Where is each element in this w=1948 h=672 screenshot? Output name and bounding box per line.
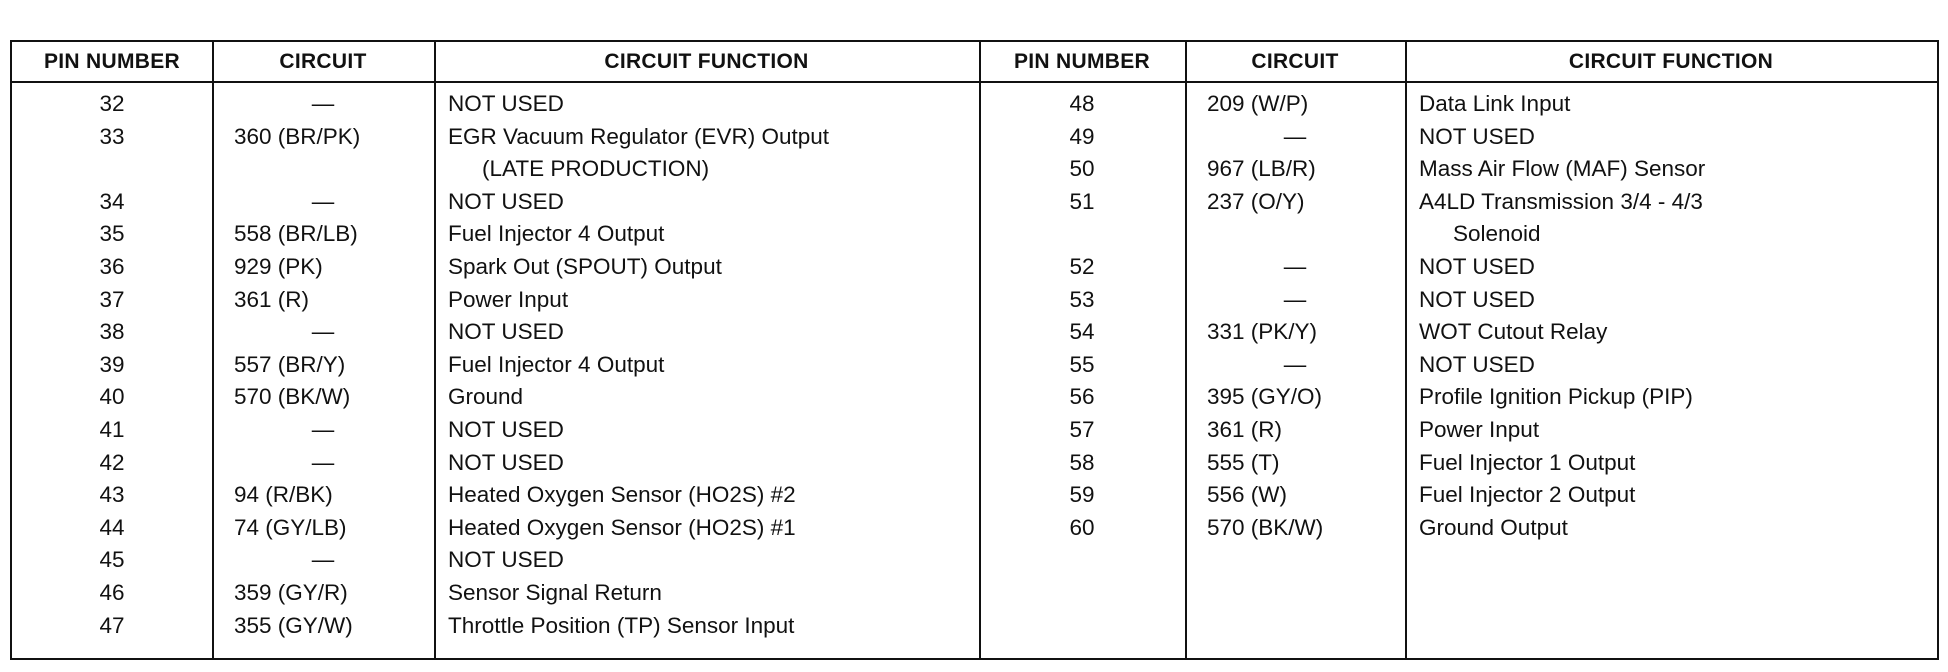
- function-cell: NOT USED: [448, 91, 564, 116]
- circuit-cell: —: [311, 188, 335, 214]
- pin-cell: 33: [99, 123, 125, 149]
- pin-cell: 32: [99, 91, 125, 116]
- pin-cell: 48: [1069, 91, 1095, 116]
- function-cell: NOT USED: [448, 416, 564, 442]
- circuit-cell: 361 (R): [234, 286, 310, 312]
- pin-cell: 41: [99, 416, 125, 442]
- function-cell: Throttle Position (TP) Sensor Input: [448, 612, 795, 638]
- pin-cell: 47: [99, 612, 125, 638]
- circuit-cell: 355 (GY/W): [234, 612, 353, 638]
- circuit-cell: —: [311, 319, 335, 345]
- function-cell: Ground: [448, 384, 524, 410]
- function-cell: NOT USED: [1419, 286, 1535, 312]
- pin-cell: 54: [1069, 319, 1095, 345]
- header-circuit-function-left: CIRCUIT FUNCTION: [434, 42, 979, 83]
- function-cell: (LATE PRODUCTION): [482, 156, 710, 182]
- function-cell: Power Input: [1419, 416, 1540, 442]
- pin-table: [10, 40, 1939, 660]
- pin-cell: 55: [1069, 351, 1095, 377]
- pin-cell: 52: [1069, 253, 1095, 279]
- circuit-cell: —: [311, 547, 335, 573]
- function-cell: A4LD Transmission 3/4 - 4/3: [1419, 188, 1703, 214]
- pin-cell: 44: [99, 514, 125, 540]
- circuit-cell: 237 (O/Y): [1207, 188, 1305, 214]
- pin-cell: 36: [99, 253, 125, 279]
- function-cell: NOT USED: [1419, 123, 1535, 149]
- circuit-cell: 570 (BK/W): [234, 384, 351, 410]
- pin-cell: [12, 153, 212, 186]
- pin-cell: [979, 218, 1185, 251]
- left-circuit-column: [212, 88, 434, 642]
- function-cell: Solenoid: [1453, 221, 1541, 247]
- circuit-cell: 360 (BR/PK): [234, 123, 361, 149]
- circuit-cell: 361 (R): [1207, 416, 1283, 442]
- header-circuit-function-right: CIRCUIT FUNCTION: [1405, 42, 1937, 83]
- function-cell: NOT USED: [448, 188, 564, 214]
- function-cell: Power Input: [448, 286, 569, 312]
- circuit-cell: [212, 153, 434, 186]
- function-cell: WOT Cutout Relay: [1419, 319, 1608, 345]
- left-function-column: [434, 88, 979, 642]
- function-cell: Spark Out (SPOUT) Output: [448, 253, 722, 279]
- pin-cell: 56: [1069, 384, 1095, 410]
- pin-cell: 50: [1069, 156, 1095, 182]
- circuit-cell: 556 (W): [1207, 482, 1288, 508]
- function-cell: Mass Air Flow (MAF) Sensor: [1419, 156, 1706, 182]
- pin-cell: 45: [99, 547, 125, 573]
- right-pin-column: [979, 88, 1185, 544]
- circuit-cell: 395 (GY/O): [1207, 384, 1323, 410]
- pin-cell: 38: [99, 319, 125, 345]
- circuit-cell: [1185, 218, 1405, 251]
- circuit-cell: 570 (BK/W): [1207, 514, 1324, 540]
- circuit-cell: 558 (BR/LB): [234, 221, 358, 247]
- pin-cell: 43: [99, 482, 125, 508]
- circuit-cell: —: [1283, 351, 1307, 377]
- circuit-cell: —: [311, 91, 335, 116]
- left-pin-column: [12, 88, 212, 642]
- function-cell: NOT USED: [1419, 351, 1535, 377]
- function-cell: Fuel Injector 1 Output: [1419, 449, 1636, 475]
- function-cell: NOT USED: [448, 319, 564, 345]
- pin-cell: 34: [99, 188, 125, 214]
- function-cell: Heated Oxygen Sensor (HO2S) #1: [448, 514, 796, 540]
- pin-cell: 53: [1069, 286, 1095, 312]
- pin-cell: 58: [1069, 449, 1095, 475]
- function-cell: Profile Ignition Pickup (PIP): [1419, 384, 1693, 410]
- function-cell: Sensor Signal Return: [448, 579, 662, 605]
- function-cell: Ground Output: [1419, 514, 1568, 540]
- circuit-cell: 209 (W/P): [1207, 91, 1309, 116]
- right-function-column: [1405, 88, 1937, 544]
- header-circuit-right: CIRCUIT: [1185, 42, 1405, 83]
- function-cell: EGR Vacuum Regulator (EVR) Output: [448, 123, 829, 149]
- header-pin-number-right: PIN NUMBER: [979, 42, 1185, 83]
- pin-cell: 60: [1069, 514, 1095, 540]
- pin-cell: 57: [1069, 416, 1095, 442]
- circuit-cell: —: [1283, 253, 1307, 279]
- header-circuit-left: CIRCUIT: [212, 42, 434, 83]
- circuit-cell: 557 (BR/Y): [234, 351, 346, 377]
- circuit-cell: —: [311, 449, 335, 475]
- circuit-cell: 74 (GY/LB): [234, 514, 347, 540]
- pin-cell: 37: [99, 286, 125, 312]
- function-cell: Fuel Injector 4 Output: [448, 221, 665, 247]
- function-cell: Data Link Input: [1419, 91, 1571, 116]
- pin-cell: 40: [99, 384, 125, 410]
- function-cell: NOT USED: [448, 547, 564, 573]
- circuit-cell: 929 (PK): [234, 253, 323, 279]
- circuit-cell: 94 (R/BK): [234, 482, 333, 508]
- circuit-cell: —: [1283, 123, 1307, 149]
- right-circuit-column: [1185, 88, 1405, 544]
- pin-cell: 49: [1069, 123, 1095, 149]
- pin-cell: 42: [99, 449, 125, 475]
- pin-cell: 39: [99, 351, 125, 377]
- circuit-cell: 331 (PK/Y): [1207, 319, 1318, 345]
- function-cell: NOT USED: [1419, 253, 1535, 279]
- circuit-cell: 967 (LB/R): [1207, 156, 1316, 182]
- pin-cell: 35: [99, 221, 125, 247]
- function-cell: Heated Oxygen Sensor (HO2S) #2: [448, 482, 796, 508]
- function-cell: Fuel Injector 2 Output: [1419, 482, 1636, 508]
- function-cell: Fuel Injector 4 Output: [448, 351, 665, 377]
- pin-cell: 59: [1069, 482, 1095, 508]
- function-cell: NOT USED: [448, 449, 564, 475]
- circuit-cell: —: [311, 416, 335, 442]
- pin-cell: 51: [1069, 188, 1095, 214]
- header-pin-number-left: PIN NUMBER: [12, 42, 212, 83]
- circuit-cell: 359 (GY/R): [234, 579, 348, 605]
- pin-cell: 46: [99, 579, 125, 605]
- circuit-cell: 555 (T): [1207, 449, 1280, 475]
- circuit-cell: —: [1283, 286, 1307, 312]
